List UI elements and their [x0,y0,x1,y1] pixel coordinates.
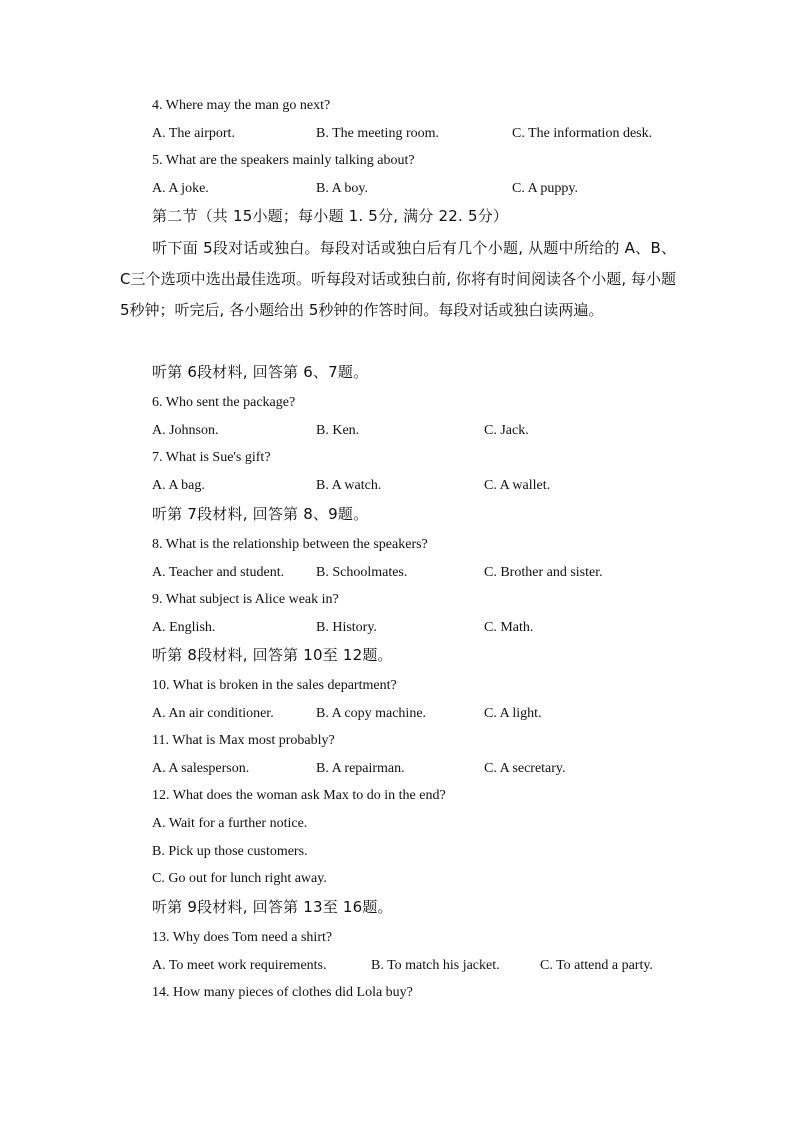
q9-option-a: A. English. [152,620,216,635]
q5-option-b: B. A boy. [316,181,368,196]
q11-option-c: C. A secretary. [484,761,566,776]
material-6-heading: 听第 6段材料, 回答第 6、7题。 [152,363,369,381]
q6-option-b: B. Ken. [316,423,360,438]
q8-option-c: C. Brother and sister. [484,565,603,580]
material-7-heading: 听第 7段材料, 回答第 8、9题。 [152,505,369,523]
q4-option-c: C. The information desk. [512,126,653,141]
q5-option-a: A. A joke. [152,181,209,196]
material-9-heading: 听第 9段材料, 回答第 13至 16题。 [152,898,393,916]
q9-option-c: C. Math. [484,620,534,635]
question-9: 9. What subject is Alice weak in? [152,592,339,607]
q4-option-b: B. The meeting room. [316,126,439,141]
question-7: 7. What is Sue's gift? [152,450,271,465]
question-5: 5. What are the speakers mainly talking about? [152,153,415,168]
section-2-instructions: 听下面 5段对话或独白。每段对话或独白后有几个小题, 从题中所给的 A、B、C三个选项中选出最佳选项。听每段对话或独白前, 你将有时间阅读各个小题, 每小题 5秒钟；听完后, 各小题给出 5秒钟的作答时间。每段对话或独白读两遍。 [120,239,676,319]
question-13: 13. Why does Tom need a shirt? [152,930,333,945]
q12-option-a: A. Wait for a further notice. [152,816,308,831]
q6-option-c: C. Jack. [484,423,529,438]
q5-option-c: C. A puppy. [512,181,578,196]
question-4: 4. Where may the man go next? [152,98,331,113]
q7-option-a: A. A bag. [152,478,205,493]
q4-option-a: A. The airport. [152,126,235,141]
q11-option-b: B. A repairman. [316,761,405,776]
q9-option-b: B. History. [316,620,377,635]
q10-option-a: A. An air conditioner. [152,706,274,721]
section-2-title: 第二节（共 15小题；每小题 1. 5分, 满分 22. 5分） [152,207,509,225]
material-8-heading: 听第 8段材料, 回答第 10至 12题。 [152,646,393,664]
question-10: 10. What is broken in the sales department? [152,678,397,693]
q8-option-b: B. Schoolmates. [316,565,408,580]
q7-option-c: C. A wallet. [484,478,551,493]
q12-option-c: C. Go out for lunch right away. [152,871,327,886]
q13-option-a: A. To meet work requirements. [152,958,327,973]
question-8: 8. What is the relationship between the speakers? [152,537,428,552]
q8-option-a: A. Teacher and student. [152,565,285,580]
question-14: 14. How many pieces of clothes did Lola buy? [152,985,413,1000]
q10-option-c: C. A light. [484,706,542,721]
question-11: 11. What is Max most probably? [152,733,335,748]
q12-option-b: B. Pick up those customers. [152,844,308,859]
q13-option-b: B. To match his jacket. [371,958,500,973]
q6-option-a: A. Johnson. [152,423,219,438]
q11-option-a: A. A salesperson. [152,761,250,776]
q10-option-b: B. A copy machine. [316,706,427,721]
q7-option-b: B. A watch. [316,478,382,493]
question-12: 12. What does the woman ask Max to do in the end? [152,788,446,803]
question-6: 6. Who sent the package? [152,395,296,410]
q13-option-c: C. To attend a party. [540,958,653,973]
